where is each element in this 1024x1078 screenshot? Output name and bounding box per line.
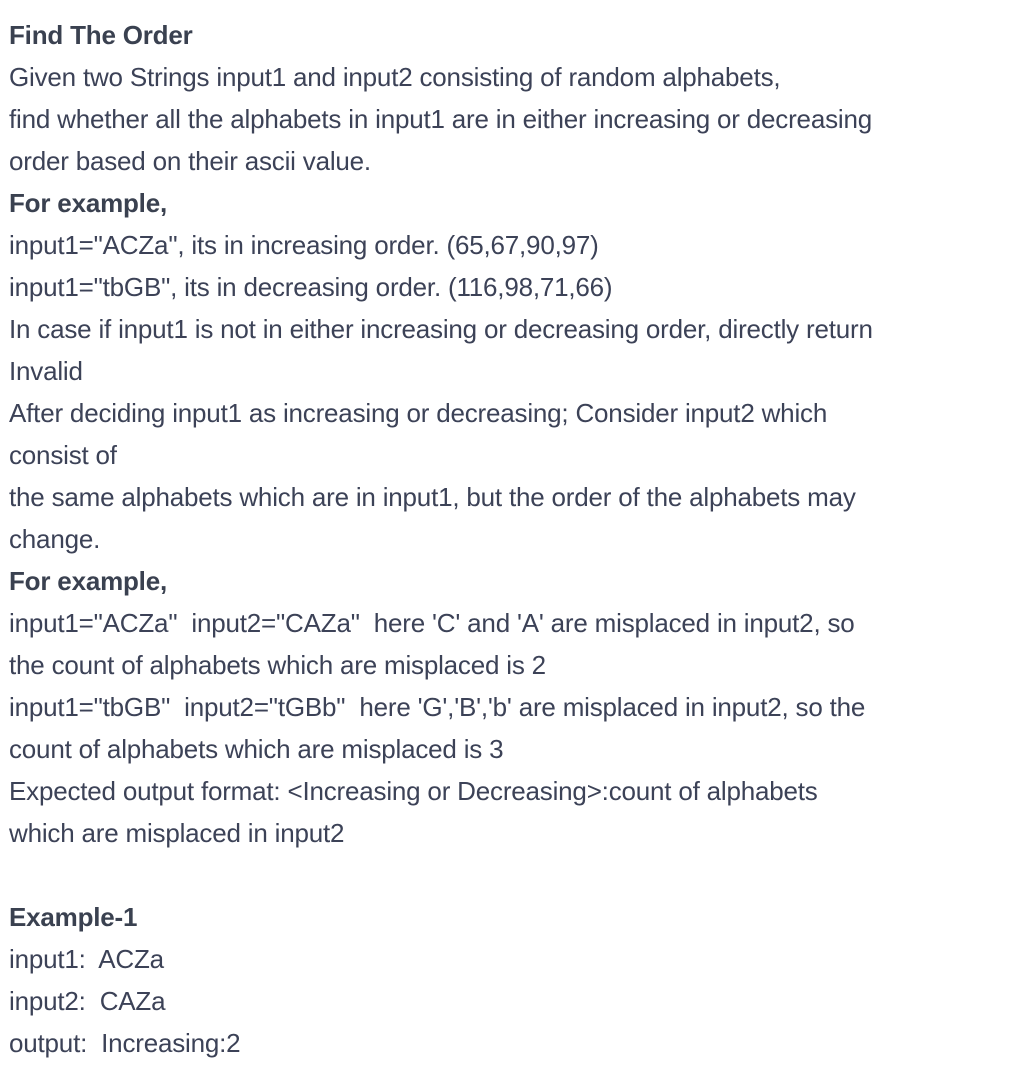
intro-line: find whether all the alphabets in input1 are in either increasing or decreasing [9,104,872,134]
example1-output: output: Increasing:2 [9,1028,241,1058]
rule-line: the same alphabets which are in input1, but the order of the alphabets may [9,482,856,512]
example1-input2: input2: CAZa [9,986,166,1016]
rule-line: consist of [9,440,117,470]
rule-line: change. [9,524,101,554]
example1-heading: Example-1 [9,902,138,932]
example-heading: For example, [9,566,167,596]
spacer [9,854,1024,896]
output-format-line: which are misplaced in input2 [9,818,345,848]
output-format-line: Expected output format: <Increasing or Decreasing>:count of alphabets [9,776,818,806]
example-heading: For example, [9,188,167,218]
problem-title: Find The Order [9,20,193,50]
example-line: input1="tbGB" input2="tGBb" here 'G','B','b' are misplaced in input2, so the [9,692,866,722]
example1-input1: input1: ACZa [9,944,164,974]
example-line: input1="ACZa" input2="CAZa" here 'C' and 'A' are misplaced in input2, so [9,608,855,638]
intro-line: Given two Strings input1 and input2 consisting of random alphabets, [9,62,781,92]
intro-line: order based on their ascii value. [9,146,371,176]
rule-line: After deciding input1 as increasing or decreasing; Consider input2 which [9,398,828,428]
example-line: the count of alphabets which are misplaced is 2 [9,650,546,680]
example-line: input1="ACZa", its in increasing order. (65,67,90,97) [9,230,599,260]
example-line: input1="tbGB", its in decreasing order. (116,98,71,66) [9,272,613,302]
rule-line: In case if input1 is not in either increasing or decreasing order, directly return [9,314,873,344]
rule-line: Invalid [9,356,83,386]
example-line: count of alphabets which are misplaced is 3 [9,734,504,764]
